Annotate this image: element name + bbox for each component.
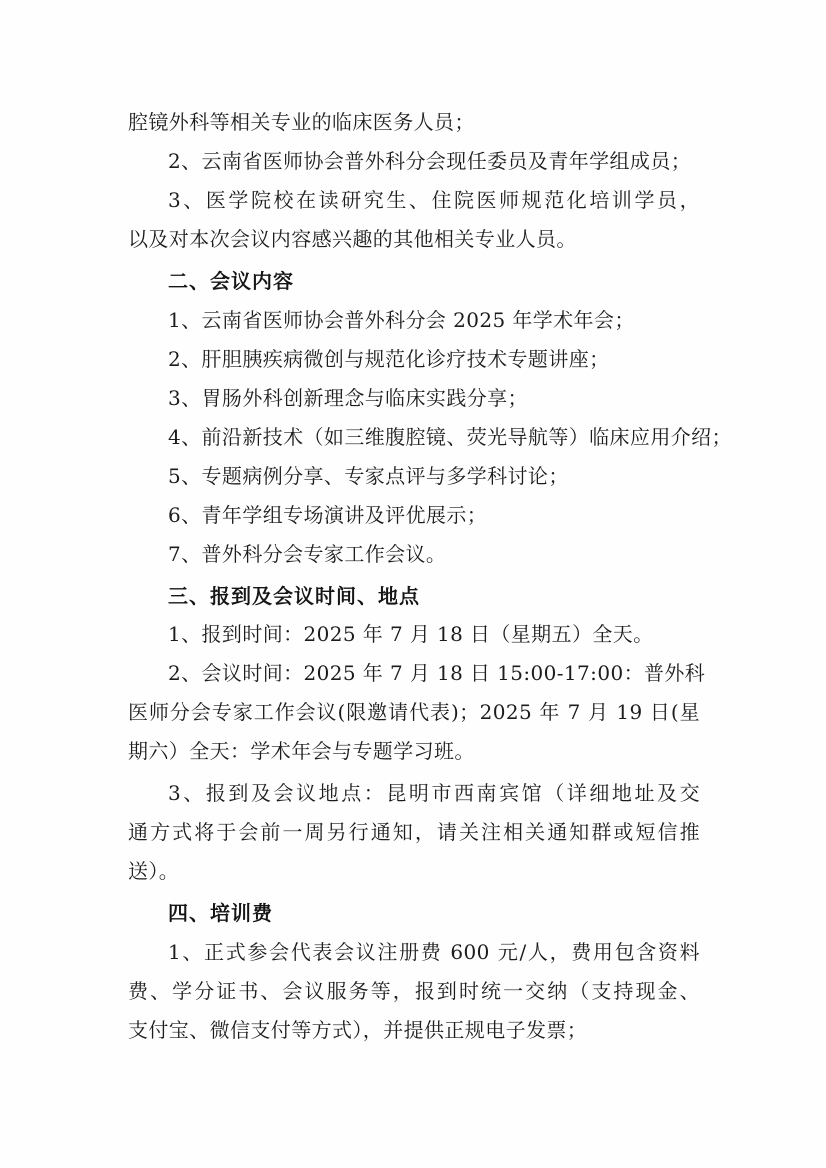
list-item-attendee-3: 3、医学院校在读研究生、住院医师规范化培训学员， — [168, 188, 700, 212]
list-item-registration-time: 1、报到时间：2025 年 7 月 18 日（星期五）全天。 — [168, 622, 654, 646]
list-item-content-6: 6、青年学组专场演讲及评优展示； — [168, 503, 488, 527]
list-item-meeting-time-continued-1: 医师分会专家工作会议(限邀请代表)；2025 年 7 月 19 日(星 — [128, 700, 700, 724]
list-item-content-5: 5、专题病例分享、专家点评与多学科讨论； — [168, 464, 569, 488]
list-item-venue-continued-1: 通方式将于会前一周另行通知，请关注相关通知群或短信推 — [128, 820, 700, 844]
section-heading-time-location: 三、报到及会议时间、地点 — [168, 584, 420, 608]
list-item-content-7: 7、普外科分会专家工作会议。 — [168, 542, 447, 566]
list-item-fee-1-continued-1: 费、学分证书、会议服务等，报到时统一交纳（支持现金、 — [128, 979, 700, 1003]
list-item-fee-1-continued-2: 支付宝、微信支付等方式），并提供正规电子发票； — [128, 1018, 588, 1042]
list-item-attendee-3-continued: 以及对本次会议内容感兴趣的其他相关专业人员。 — [128, 227, 577, 251]
list-item-fee-1: 1、正式参会代表会议注册费 600 元/人，费用包含资料 — [168, 940, 700, 964]
list-item-content-4: 4、前沿新技术（如三维腹腔镜、荧光导航等）临床应用介绍； — [168, 425, 732, 449]
list-item-venue: 3、报到及会议地点：昆明市西南宾馆（详细地址及交 — [168, 781, 700, 805]
list-item-meeting-time: 2、会议时间：2025 年 7 月 18 日 15:00-17:00：普外科 — [168, 661, 706, 685]
list-item-content-1: 1、云南省医师协会普外科分会 2025 年学术年会； — [168, 308, 635, 332]
list-item-meeting-time-continued-2: 期六）全天：学术年会与专题学习班。 — [128, 739, 475, 763]
section-heading-meeting-content: 二、会议内容 — [168, 269, 294, 293]
list-item-attendee-2: 2、云南省医师协会普外科分会现任委员及青年学组成员； — [168, 149, 692, 173]
list-item-content-2: 2、肝胆胰疾病微创与规范化诊疗技术专题讲座； — [168, 347, 610, 371]
paragraph-line-attendees-continued: 腔镜外科等相关专业的临床医务人员； — [128, 110, 475, 134]
list-item-content-3: 3、胃肠外科创新理念与临床实践分享； — [168, 386, 528, 410]
section-heading-training-fee: 四、培训费 — [168, 901, 273, 925]
list-item-venue-continued-2: 送）。 — [128, 859, 180, 883]
